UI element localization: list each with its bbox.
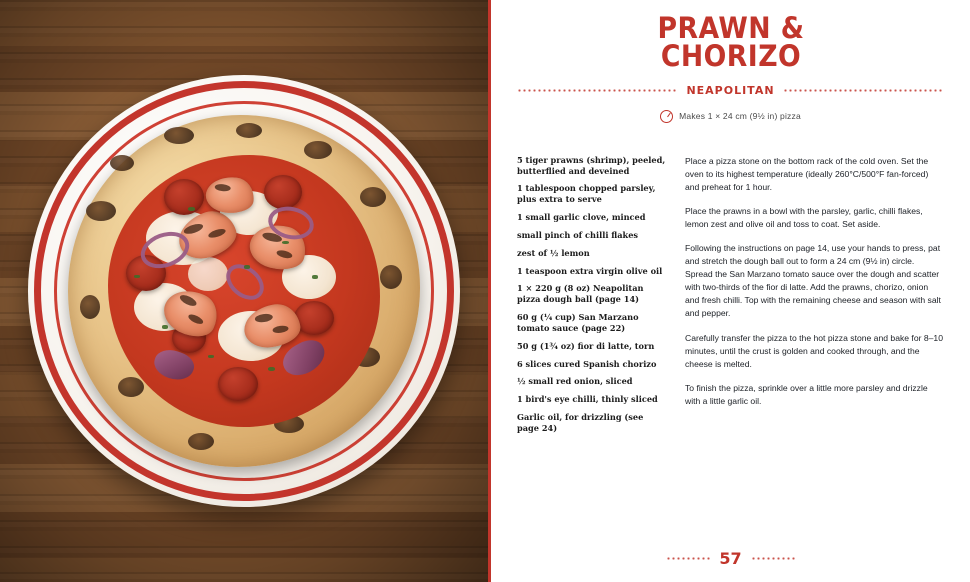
page-footer [517,549,944,568]
list-item: Garlic oil, for drizzling (see page 24) [517,412,644,433]
dotted-rule-left [517,88,678,93]
ingredients-column [517,155,667,441]
ingredients-list [517,155,667,434]
list-item: 1 × 220 g (8 oz) Neapolitan pizza dough ball (page 14) [517,283,644,305]
method-step: Place the prawns in a bowl with the parsley, garlic, chilli flakes, lemon zest and olive oil and toss to coat. Set aside. [685,206,923,230]
method-step: To finish the pizza, sprinkle over a little more parsley and drizzle with a little garlic oil. [685,382,928,406]
list-item: zest of ½ lemon [517,247,590,258]
list-item: 50 g (1¾ oz) fior di latte, torn [517,340,655,351]
method-step: Following the instructions on page 14, use your hands to press, pat and stretch the dough ball out to form a 24 cm (9½ in) circle. Spread the San Marzano tomato sauce over the dough and scatter with two-thirds of the fior di latte. Add the prawns, chorizo, onion and fresh chilli. Top with the remaining cheese and season with salt and pepper. [685,243,941,319]
yield-row [517,110,944,123]
recipe-subtitle: NEAPOLITAN [686,83,775,97]
dotted-rule-footer-left [666,556,710,561]
method-step: Carefully transfer the pizza to the hot pizza stone and bake for 8–10 minutes, until the crust is golden and cooked through, and the cheese is melted. [685,332,943,369]
list-item: 1 teaspoon extra virgin olive oil [517,265,663,276]
recipe-page [488,0,970,582]
list-item: 5 tiger prawns (shrimp), peeled, butterflied and deveined [517,154,666,176]
recipe-title: PRAWN & CHORIZO [656,11,805,74]
recipe-body [517,155,944,441]
list-item: 1 bird's eye chilli, thinly sliced [517,394,658,405]
method-step: Place a pizza stone on the bottom rack of the cold oven. Set the oven to its highest temperature (ideally 260°C/500°F fan-forced) and preheat for 1 hour. [685,155,929,192]
dotted-rule-right [783,88,944,93]
list-item: 1 tablespoon chopped parsley, plus extra to serve [517,183,656,205]
method-column [685,155,944,441]
recipe-subtitle-row [517,84,944,97]
dotted-rule-footer-right [751,556,795,561]
recipe-header [517,0,944,123]
clock-icon [660,110,673,123]
page-number: 57 [719,549,742,568]
list-item: 1 small garlic clove, minced [517,212,646,223]
list-item: 60 g (¼ cup) San Marzano tomato sauce (page 22) [517,312,639,333]
list-item: small pinch of chilli flakes [517,229,639,240]
list-item: 6 slices cured Spanish chorizo [517,358,657,369]
list-item: ½ small red onion, sliced [517,376,633,387]
yield-text: Makes 1 × 24 cm (9½ in) pizza [679,111,801,122]
